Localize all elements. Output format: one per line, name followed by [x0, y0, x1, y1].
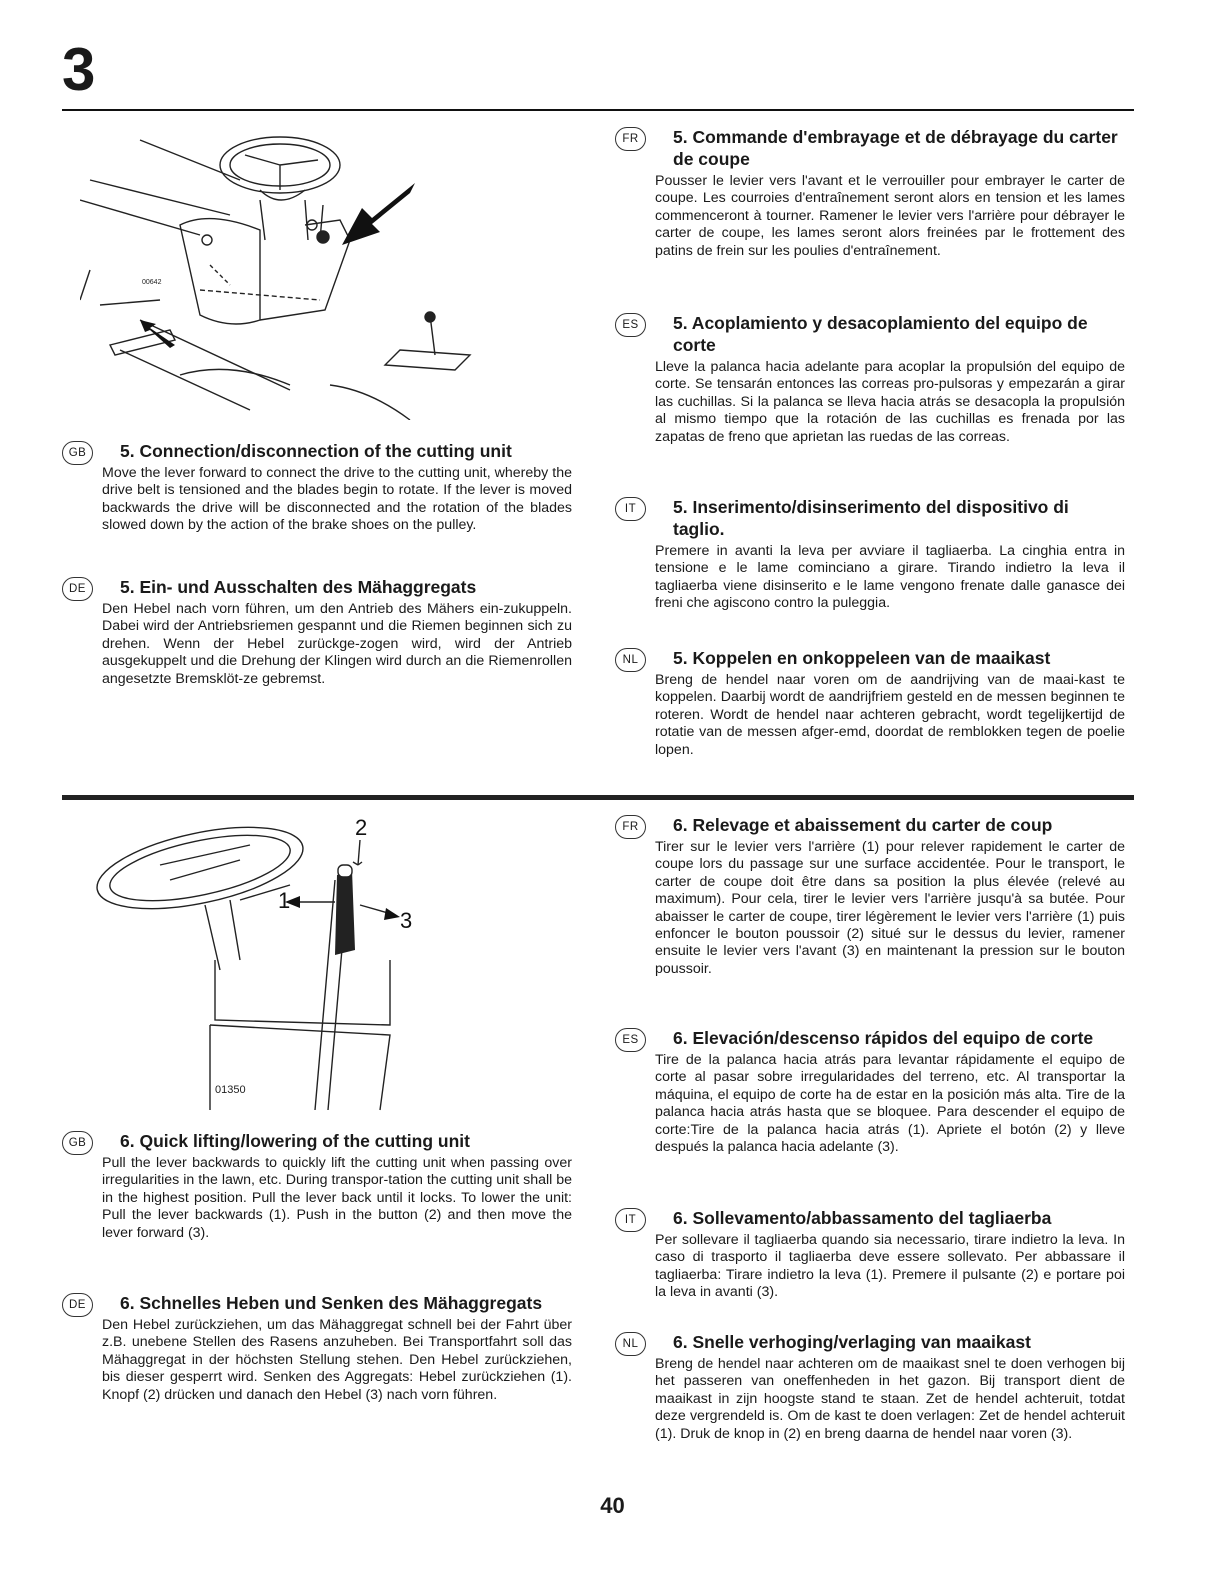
- section-nl-6: [615, 1331, 1125, 1443]
- section-body: Tire de la palanca hacia atrás para levantar rápidamente el equipo de corte al pasar sobre irregularidades del terreno, etc. Al transportar la máquina, el equipo de corte ha de estar en la posición más alta. Tire de la palanca hacia atrás hasta que se bloquee. Para descender el equipo de corte:Tire de la palanca hacia atrás (1). Apriete el botón (2) y lleve después la palanca hacia adelante (3).: [655, 1052, 1125, 1156]
- lang-badge-de: DE: [62, 1293, 93, 1317]
- section-body: Pull the lever backwards to quickly lift the cutting unit when passing over irregularities in the lawn, etc. During transpor-tation the cutting unit shall be in the highest position. Pull the lever back until it locks. To lower the unit: Pull the lever backwards (1). Push in the button (2) and then move the lever forward (3).: [102, 1155, 573, 1241]
- section-it-5: [615, 496, 1125, 613]
- figure2-code: 01350: [215, 1084, 246, 1096]
- section-gb-6: [62, 1130, 572, 1242]
- section-fr-5: [615, 126, 1125, 260]
- section-body: Move the lever forward to connect the drive to the cutting unit, whereby the drive belt is tensioned and the blades begin to rotate. If the lever is moved backwards the drive will be disconnected and the rotation of the blades slowed down by the action of the brake shoes on the pulley.: [102, 465, 572, 534]
- lang-badge-it: IT: [615, 497, 646, 521]
- section-title: 5. Commande d'embrayage et de débrayage du carter de coupe: [673, 127, 1118, 169]
- section-title: 5. Connection/disconnection of the cutting unit: [120, 441, 512, 461]
- section-title: 5. Inserimento/disinserimento del dispositivo di taglio.: [673, 497, 1069, 539]
- top-divider: [62, 109, 1134, 111]
- section-body: Per sollevare il tagliaerba quando sia necessario, tirare indietro la leva. In caso di trasporto il tagliaerba deve essere sollevato. Per abbassare il tagliaerba: Tirare indietro la leva (1). Premere il pulsante (2) e portare poi la leva in avanti (3).: [655, 1232, 1125, 1301]
- page-number: 40: [600, 1493, 625, 1518]
- quick-lift-illustration: [90, 810, 430, 1130]
- lang-badge-gb: GB: [62, 1131, 93, 1155]
- section-nl-5: [615, 647, 1125, 759]
- section-body: Tirer sur le levier vers l'arrière (1) pour relever rapidement le carter de coupe lors du passage sur une surface accidentée. Pour le transport, le carter de coupe doit être dans sa position la plus élevée (relevé au maximum). Pour cela, tirer le levier vers l'arrière jusqu'à sa butée. Pour abaisser le carter de coupe, tirer légèrement le levier vers l'arrière (1) puis enfoncer le bouton poussoir (2) situé sur le dessus du levier, ramener ensuite le levier vers l'avant (3) en maintenant la pression sur le bouton poussoir.: [655, 839, 1125, 977]
- lang-badge-de: DE: [62, 577, 93, 601]
- chapter-number: 3: [62, 36, 96, 103]
- section-de-5: [62, 576, 572, 688]
- lang-badge-it: IT: [615, 1208, 646, 1232]
- section-title: 6. Elevación/descenso rápidos del equipo de corte: [673, 1028, 1094, 1048]
- lang-badge-gb: GB: [62, 441, 93, 465]
- section-es-5: [615, 312, 1125, 446]
- lang-badge-fr: FR: [615, 127, 646, 151]
- section-body: Premere in avanti la leva per avviare il tagliaerba. La cinghia entra in tensione e le lame cominciano a girare. Tirando indietro la leva il tagliaerba viene disinserito e le lame vengono frenate dalle ganasce dei freni che agiscono contro la puleggia.: [655, 543, 1125, 612]
- callout-1: 1: [278, 888, 291, 913]
- lang-badge-nl: NL: [615, 1332, 646, 1356]
- middle-divider: [62, 795, 1134, 800]
- figure-cutting-unit-lever: [80, 120, 500, 420]
- section-title: 6. Schnelles Heben und Senken des Mähaggregats: [120, 1293, 543, 1313]
- section-title: 5. Acoplamiento y desacoplamiento del equipo de corte: [673, 313, 1088, 355]
- section-es-6: [615, 1027, 1125, 1156]
- section-fr-6: [615, 814, 1125, 978]
- callout-2: 2: [355, 815, 368, 840]
- section-body: Breng de hendel naar achteren om de maaikast snel te doen verhogen bij het passeren van oneffenheden in het gazon. Bij transport dient de maaikast in zijn hoogste stand te staan. Zet de hendel achteruit, totdat deze vergrendeld is. Om de kast te doen verlagen: Zet de hendel achteruit (1). Druk de knop in (2) en breng daarna de hendel naar voren (3).: [655, 1356, 1125, 1442]
- section-title: 6. Snelle verhoging/verlaging van maaikast: [673, 1332, 1031, 1352]
- section-body: Den Hebel nach vorn führen, um den Antrieb des Mähers ein-zukuppeln. Dabei wird der Antriebsriemen gespannt und die Riemen beginnen sich zu drehen. Wenn der Hebel zurückge-zogen wird, wird der Antrieb ausgekuppelt und die Drehung der Klingen wird durch an die Riemenrollen angesetzte Bremsklöt-ze gebremst.: [102, 601, 572, 687]
- section-title: 5. Ein- und Ausschalten des Mähaggregats: [120, 577, 477, 597]
- section-title: 6. Quick lifting/lowering of the cutting unit: [120, 1131, 470, 1151]
- section-body: Pousser le levier vers l'avant et le verrouiller pour embrayer le carter de coupe. Les courroies d'entraînement seront alors en tension et les lames commenceront à tourner. Ramener le levier vers l'arrière pour débrayer le carter de coupe, les lames seront alors freinées par le frottement des patins de frein sur les poulies d'entraînement.: [655, 173, 1125, 259]
- figure-quick-lift-lever: [90, 810, 430, 1130]
- lang-badge-es: ES: [615, 1028, 646, 1052]
- lever-illustration: [80, 120, 500, 420]
- section-body: Den Hebel zurückziehen, um das Mähaggregat schnell bei der Fahrt über z.B. unebene Stellen des Rasens anzuheben. Bei Transportfahrt soll das Mähaggregat in der höchsten Stellung stehen. Den Hebel zurückziehen, bis dieser gesperrt wird. Senken des Aggregats: Hebel zurückziehen (1). Knopf (2) drücken und danach den Hebel (3) nach vorn führen.: [102, 1317, 572, 1403]
- lang-badge-fr: FR: [615, 815, 646, 839]
- callout-3: 3: [400, 908, 413, 933]
- section-gb-5: [62, 440, 572, 535]
- section-body: Breng de hendel naar voren om de aandrijving van de maai-kast te koppelen. Daarbij wordt de aandrijfriem gesteld en de messen beginnen te roteren. Wordt de hendel naar achteren gebracht, wordt tegelijkertijd de rotatie van de messen afger-emd, doordat de remblokken tegen de poelie lopen.: [655, 672, 1125, 758]
- section-de-6: [62, 1292, 572, 1404]
- section-title: 5. Koppelen en onkoppeleen van de maaikast: [673, 648, 1051, 668]
- lang-badge-nl: NL: [615, 648, 646, 672]
- section-title: 6. Sollevamento/abbassamento del tagliaerba: [673, 1208, 1052, 1228]
- section-it-6: [615, 1207, 1125, 1302]
- lang-badge-es: ES: [615, 313, 646, 337]
- figure1-code: 00642: [142, 279, 162, 286]
- section-title: 6. Relevage et abaissement du carter de coup: [673, 815, 1053, 835]
- section-body: Lleve la palanca hacia adelante para acoplar la propulsión del equipo de corte. Se tensarán entonces las correas pro-pulsoras y empezarán a girar las cuchillas. Si la palanca se lleva hacia atrás se desacopla la propulsión al mismo tiempo que la rotación de las cuchillas es frenada por las zapatas de freno que aprietan las ruedas de las correas.: [655, 359, 1125, 445]
